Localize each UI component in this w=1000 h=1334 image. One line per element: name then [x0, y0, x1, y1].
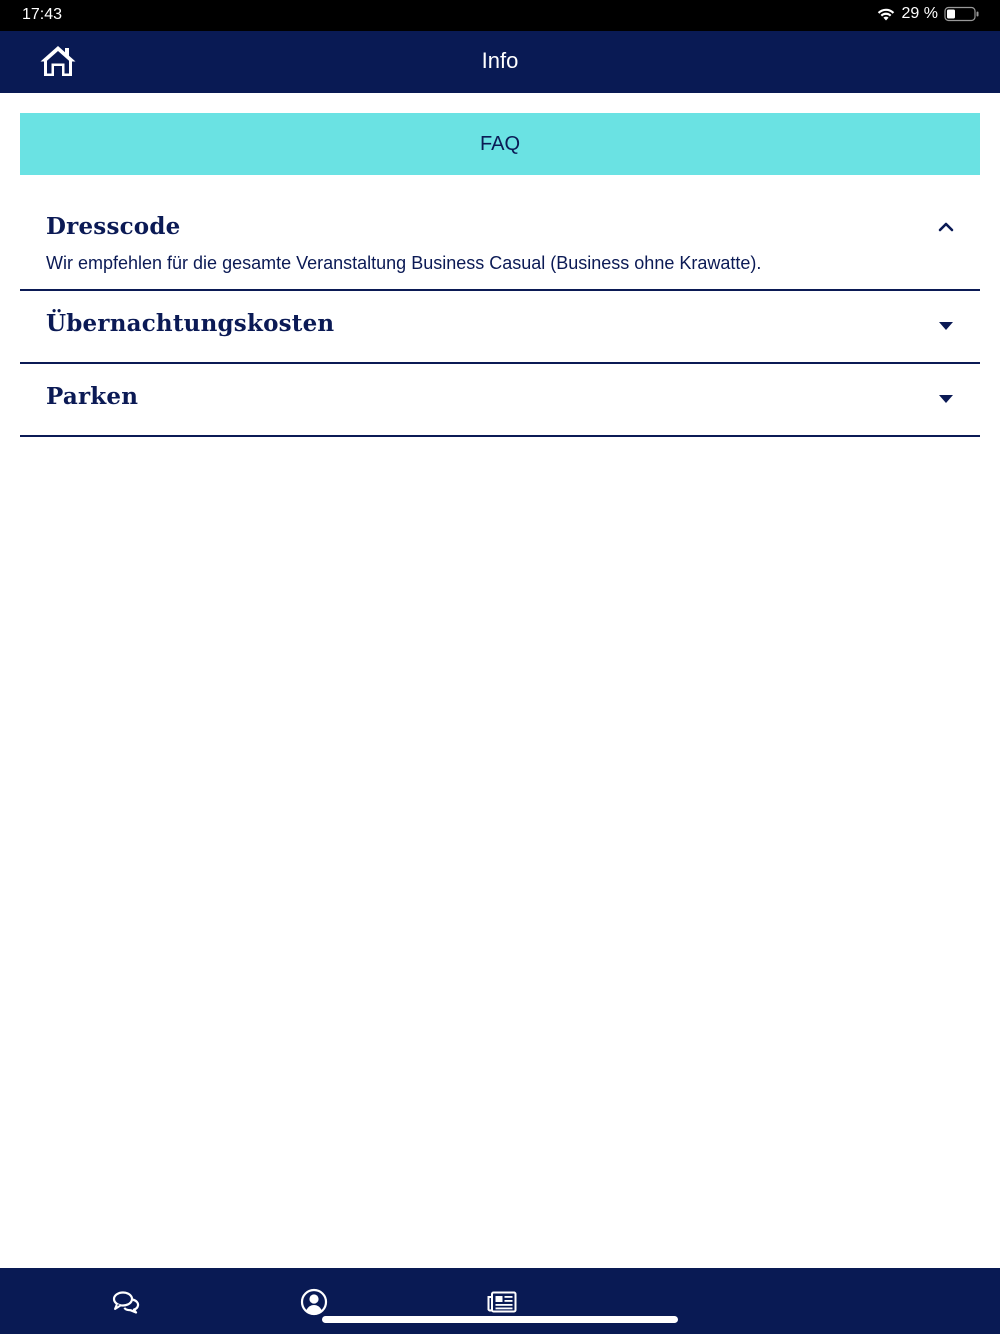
- faq-accordion: [20, 195, 980, 437]
- faq-banner-label: FAQ: [479, 132, 520, 155]
- faq-item-title: Parken: [46, 383, 139, 410]
- caret-down-icon[interactable]: [936, 316, 956, 336]
- faq-item-header[interactable]: [20, 364, 980, 435]
- status-indicators: [876, 5, 980, 23]
- faq-banner: [20, 113, 980, 175]
- user-circle-icon: [300, 1288, 328, 1316]
- faq-item-header[interactable]: [20, 291, 980, 362]
- tab-profile[interactable]: [296, 1286, 332, 1318]
- newspaper-icon: [487, 1291, 517, 1313]
- faq-item-dresscode: [20, 195, 980, 291]
- faq-item-answer: Wir empfehlen für die gesamte Veranstaltung Business Casual (Business ohne Krawatte).: [46, 253, 762, 273]
- faq-item-header[interactable]: [20, 195, 980, 251]
- chat-bubbles-icon: [112, 1290, 140, 1314]
- battery-percent: 29 %: [901, 5, 938, 22]
- wifi-icon: [876, 6, 896, 22]
- chevron-up-icon[interactable]: [936, 217, 956, 237]
- status-bar: [0, 0, 1000, 31]
- caret-down-icon[interactable]: [936, 389, 956, 409]
- tab-news[interactable]: [484, 1286, 520, 1318]
- home-indicator: [322, 1316, 678, 1323]
- faq-item-parken: [20, 364, 980, 437]
- faq-item-uebernachtungskosten: [20, 291, 980, 364]
- battery-icon: [944, 6, 980, 22]
- status-time: 17:43: [22, 6, 63, 23]
- bottom-tab-bar: [0, 1268, 1000, 1334]
- faq-item-title: Dresscode: [46, 213, 181, 240]
- faq-item-title: Übernachtungskosten: [46, 310, 335, 337]
- app-header: [0, 31, 1000, 93]
- tab-chat[interactable]: [108, 1286, 144, 1318]
- page-title: Info: [481, 48, 519, 73]
